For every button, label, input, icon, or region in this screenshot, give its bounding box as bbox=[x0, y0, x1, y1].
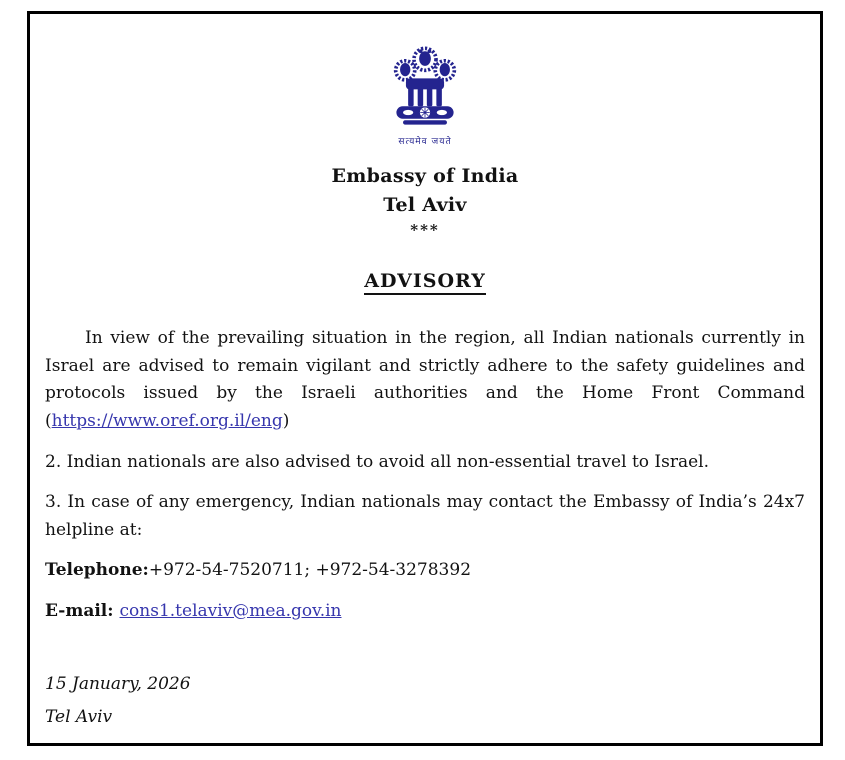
paragraph-1-text: In view of the prevailing situation in the region, all Indian nationals currently in Israel are advised to remain vigilant and strictly adhere to the safety guidelines and protocols issued by the Israeli authorities and the Home Front Command ( bbox=[45, 328, 805, 431]
paragraph-2: 2. Indian nationals are also advised to avoid all non-essential travel to Israel. bbox=[45, 451, 710, 472]
paragraph-1-close-paren: ) bbox=[282, 410, 290, 431]
org-name: Embassy of India bbox=[331, 165, 519, 187]
paragraph-1 bbox=[45, 325, 805, 435]
telephone-line bbox=[45, 557, 805, 585]
date-line: 15 January, 2026 bbox=[45, 674, 191, 695]
emblem-block bbox=[45, 34, 805, 147]
telephone-numbers: +972-54-7520711; +972-54-3278392 bbox=[148, 560, 472, 581]
email-label: E-mail: bbox=[45, 600, 114, 621]
place-line: Tel Aviv bbox=[45, 707, 113, 728]
advisory-title: ADVISORY bbox=[364, 270, 486, 296]
separator-stars: *** bbox=[410, 220, 440, 239]
emblem-of-india-icon bbox=[381, 34, 469, 136]
org-city: Tel Aviv bbox=[383, 193, 467, 216]
paragraph-3: 3. In case of any emergency, Indian nationals may contact the Embassy of India’s 24x7 helpline at: bbox=[45, 492, 805, 540]
oref-website-link[interactable]: https://www.oref.org.il/eng bbox=[51, 410, 283, 431]
advisory-document bbox=[27, 11, 823, 746]
telephone-label: Telephone: bbox=[45, 560, 149, 581]
title-row bbox=[45, 270, 805, 296]
emblem-motto: सत्यमेव जयते bbox=[398, 137, 452, 147]
email-line bbox=[45, 598, 805, 626]
email-link[interactable]: cons1.telaviv@mea.gov.in bbox=[119, 600, 342, 621]
